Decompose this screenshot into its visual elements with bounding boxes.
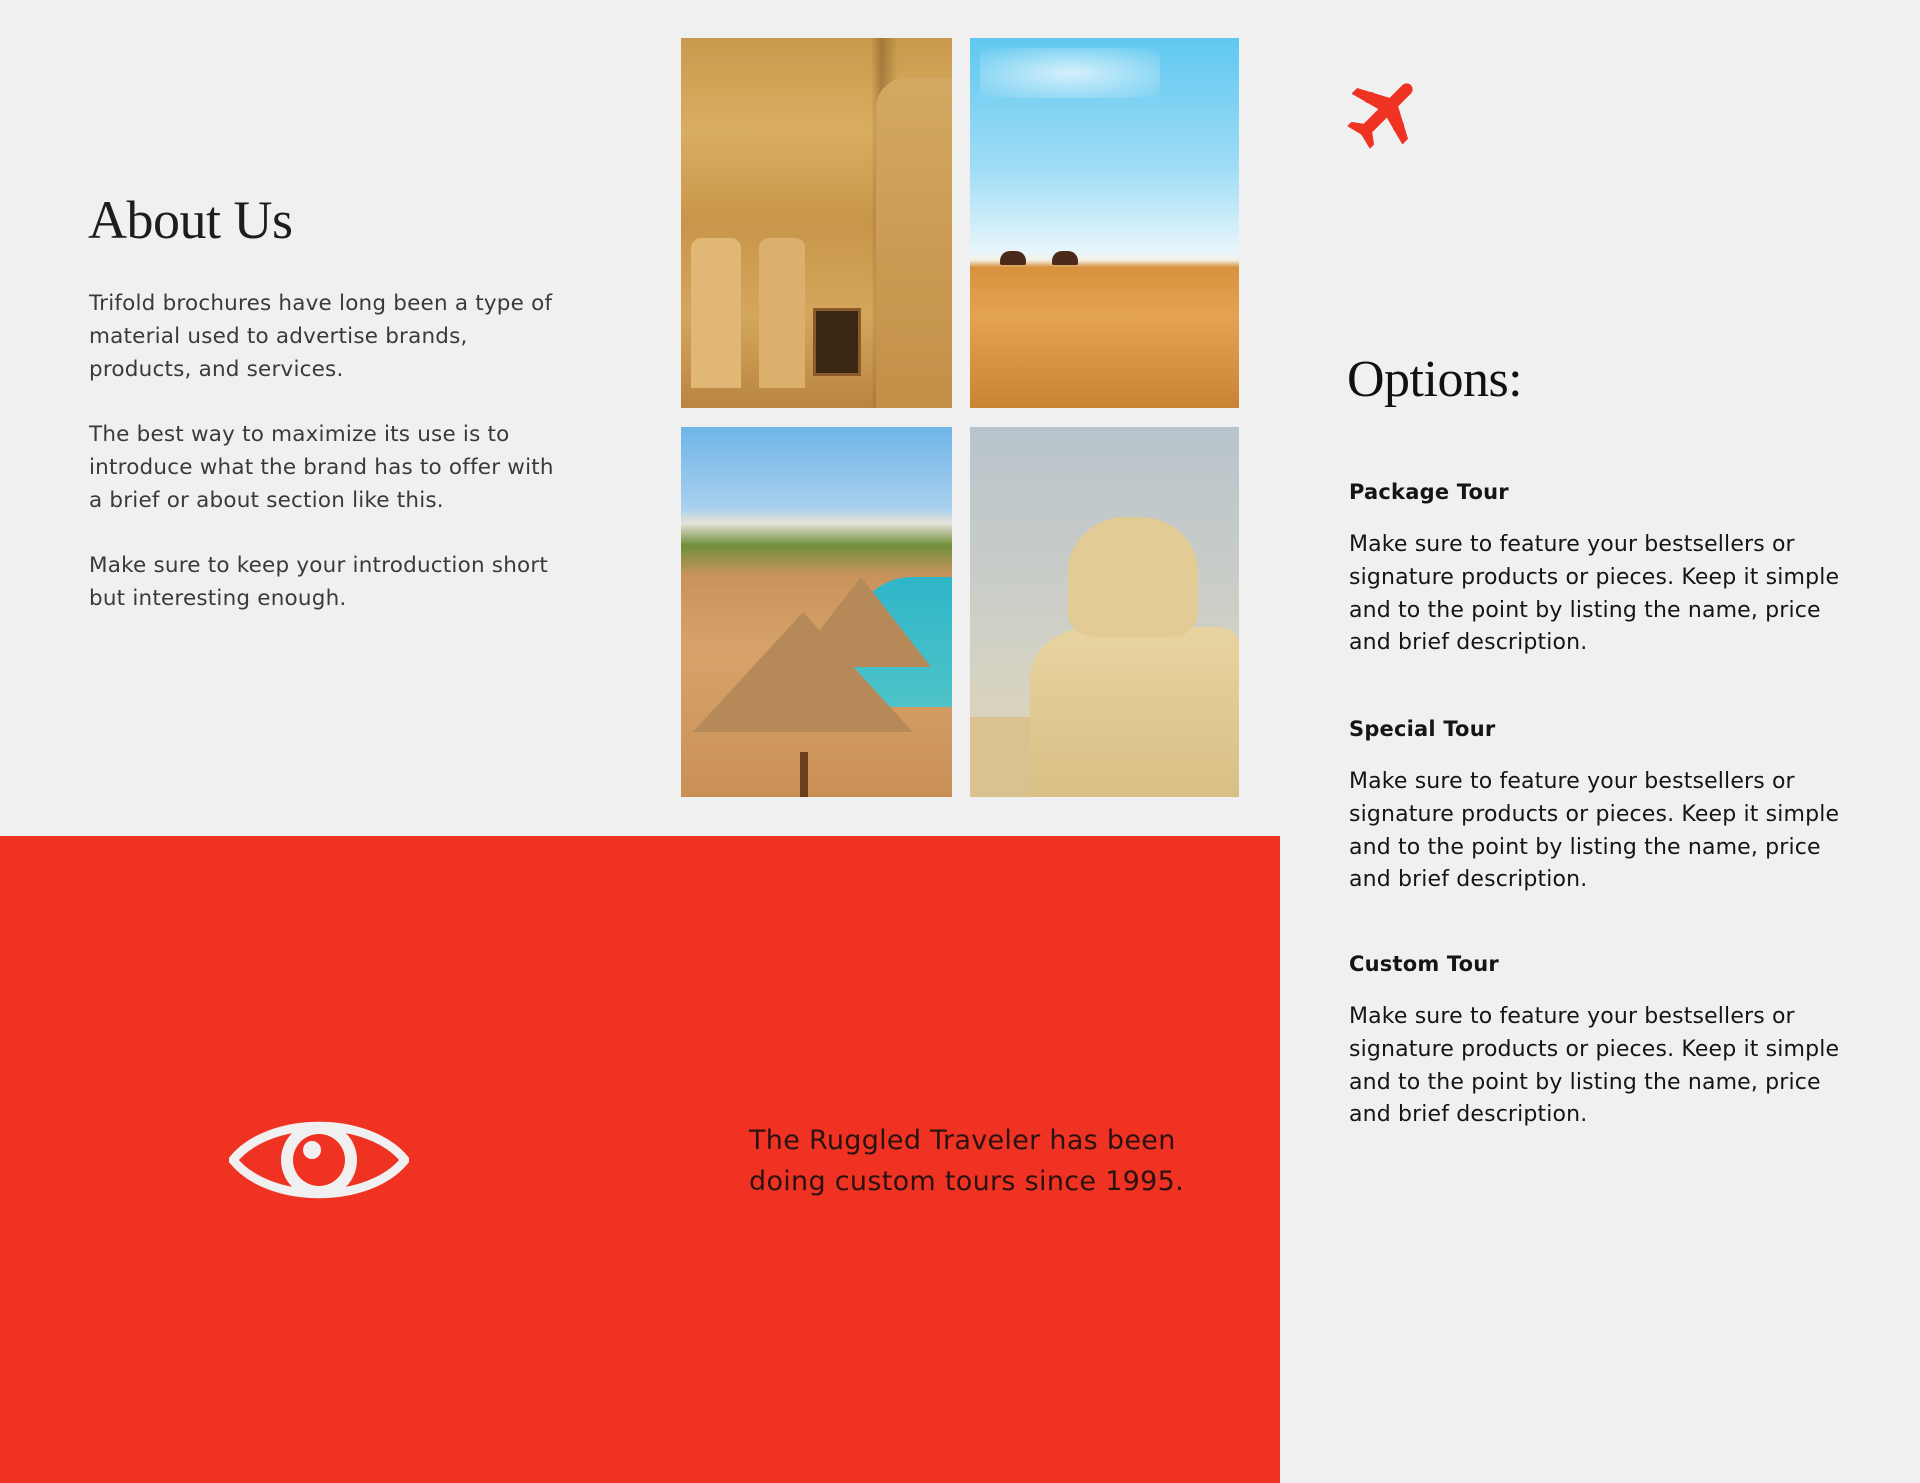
cloud <box>980 48 1160 98</box>
options-title: Options: <box>1347 351 1523 408</box>
photo-desert-camels <box>970 38 1239 408</box>
about-paragraph-3: Make sure to keep your introduction short but interesting enough. <box>89 553 549 611</box>
eye-icon <box>229 1109 409 1211</box>
about-title: About Us <box>88 190 293 250</box>
temple-colossus <box>876 78 952 408</box>
about-paragraph-2: The best way to maximize its use is to introduce what the brand has to offer with a brief or about section like this. <box>89 422 554 513</box>
camel <box>1000 251 1026 265</box>
umbrella-pole <box>800 752 808 797</box>
option-description-custom-tour: Make sure to feature your bestsellers or signature products or pieces. Keep it simple and to the point by listing the name, price and brief description. <box>1349 1004 1840 1128</box>
sphinx-head <box>1068 517 1198 637</box>
temple-doorway <box>813 308 861 376</box>
option-name-special-tour: Special Tour <box>1349 717 1496 741</box>
about-paragraph-1: Trifold brochures have long been a type of material used to advertise brands, products, and services. <box>89 291 553 382</box>
option-name-package-tour: Package Tour <box>1349 480 1509 504</box>
temple-statue-leg <box>759 238 805 388</box>
photo-beach-resort <box>681 427 952 797</box>
photo-abu-simbel-temple <box>681 38 952 408</box>
airplane-icon <box>1344 72 1424 152</box>
sphinx-body <box>1030 627 1239 797</box>
straw-umbrella <box>693 612 913 732</box>
option-name-custom-tour: Custom Tour <box>1349 952 1499 976</box>
photo-sphinx <box>970 427 1239 797</box>
option-description-package-tour: Make sure to feature your bestsellers or signature products or pieces. Keep it simple and to the point by listing the name, price and brief description. <box>1349 532 1840 656</box>
camel <box>1052 251 1078 265</box>
option-description-special-tour: Make sure to feature your bestsellers or signature products or pieces. Keep it simple and to the point by listing the name, price and brief description. <box>1349 769 1840 893</box>
banner-tagline: The Ruggled Traveler has been doing custom tours since 1995. <box>749 1125 1184 1197</box>
temple-statue-leg <box>691 238 741 388</box>
